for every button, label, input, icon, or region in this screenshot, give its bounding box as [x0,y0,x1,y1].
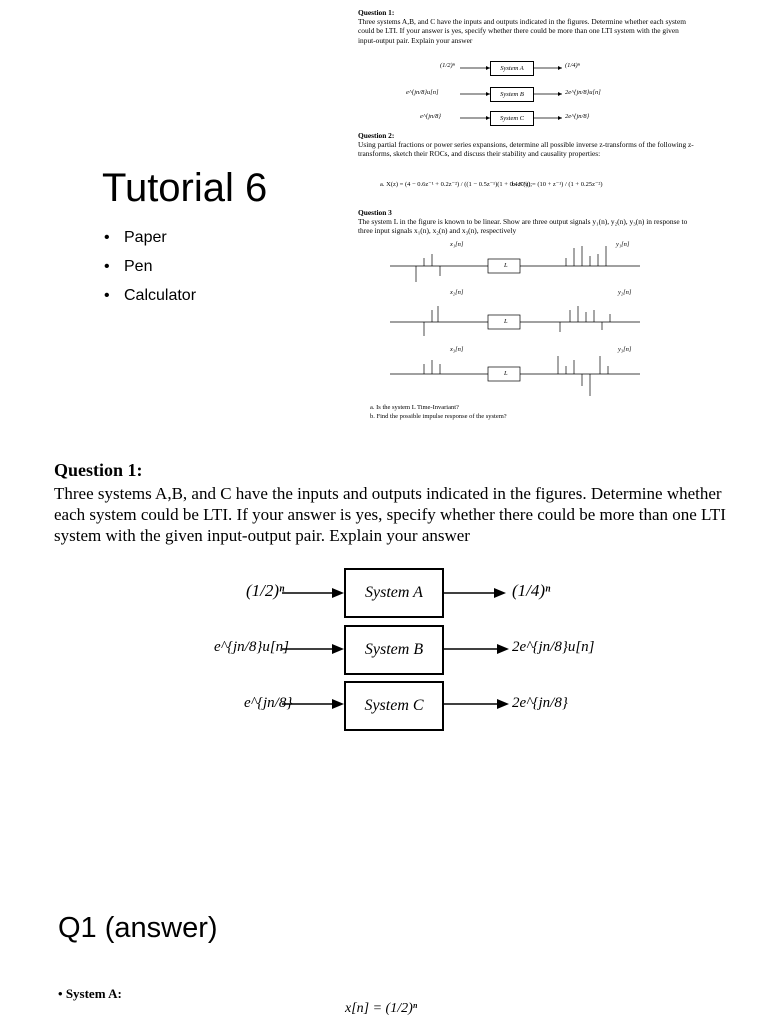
system-c-box-small: System C [490,111,534,126]
q3-text: The system L in the figure is known to be linear. Show are three output signals y₁(n), y₂(n), y₃(n) in response to three input signals x₁(n), x₂(n) and x₃(n), respectively [358,217,688,236]
x2-label: x₂[n] [450,289,464,296]
x3-label: x₃[n] [450,346,464,353]
system-c-output: 2e^{jn/8} [512,695,568,711]
slide-question-1 [0,455,768,775]
q2-heading: Question 2: [358,131,395,140]
system-l-label-2: L [504,318,508,325]
slide-title: Q1 (answer) [58,912,218,944]
q2-text: Using partial fractions or power series expansions, determine all possible inverse z-transforms of the following z-transforms, sketch their ROCs, and discuss their stability and causality properties: [358,140,694,159]
question-text: Three systems A,B, and C have the inputs and outputs indicated in the figures. Determine whether each system could be LTI. If your answer is yes, specify whether there could be more than one LTI system with the given input-output pair. Explain your answer [54,484,726,545]
system-b-input: e^{jn/8}u[n] [214,639,289,655]
problem-sheet-image [358,8,698,45]
answer-bullet-label: System A: [65,986,122,1001]
q3-task-a: a. Is the system L Time-Invariant? [370,404,459,411]
y2-label: y₂[n] [618,289,632,296]
answer-bullet: • System A: [58,986,122,1001]
slide-title: Tutorial 6 [102,166,268,210]
system-l-label-1: L [504,262,508,269]
system-a-output-small: (1/4)ⁿ [565,62,580,69]
system-c-input: e^{jn/8} [244,695,293,711]
system-b-box-small: System B [490,87,534,102]
materials-list [104,229,196,316]
system-a-input-small: (1/2)ⁿ [440,62,455,69]
system-c-output-small: 2e^{jn/8} [565,113,590,120]
question-heading: Question 1: [54,460,143,480]
list-item: • Paper [104,229,196,258]
system-b-output: 2e^{jn/8}u[n] [512,639,595,655]
system-a-box-small: System A [490,61,534,76]
q2-part-b: b. X(z) = (10 + z⁻¹) / (1 + 0.25z⁻²) [512,181,603,188]
y1-label: y₁[n] [616,241,630,248]
system-b-output-small: 2e^{jn/8}u[n] [565,89,601,96]
system-c-input-small: e^{jn/8} [420,113,441,120]
slide-q1-answer [0,895,768,1024]
answer-equation: x[n] = (1/2)ⁿ [345,1001,418,1016]
q1-heading: Question 1: [358,8,395,17]
system-b-input-small: e^{jn/8}u[n] [406,89,439,96]
system-a-input: (1/2)ⁿ [246,581,285,600]
q1-text: Three systems A,B, and C have the inputs and outputs indicated in the figures. Determine whether each system could be LTI. If your answer is yes, specify whether there could be more than one LTI system with the given input-output pair. Explain your answer [358,17,686,45]
list-item: • Calculator [104,287,196,316]
list-item: • Pen [104,258,196,287]
system-c-box: System C [344,681,444,731]
q3-heading: Question 3 [358,208,392,217]
q3-signal-plots [380,236,650,406]
x1-label: x₁[n] [450,241,464,248]
q2-block [358,131,698,159]
q3-task-b: b. Find the possible impulse response of the system? [370,413,507,420]
system-a-box: System A [344,568,444,618]
q2-part-a: a. X(z) = (4 − 0.6z⁻¹ + 0.2z⁻²) / ((1 − 0.5z⁻¹)(1 + 0.4z⁻¹)); [380,181,533,188]
y3-label: y₃[n] [618,346,632,353]
q3-block [358,208,698,236]
system-l-label-3: L [504,370,508,377]
slide-tutorial-6 [0,0,768,440]
system-a-output: (1/4)ⁿ [512,581,551,600]
system-b-box: System B [344,625,444,675]
